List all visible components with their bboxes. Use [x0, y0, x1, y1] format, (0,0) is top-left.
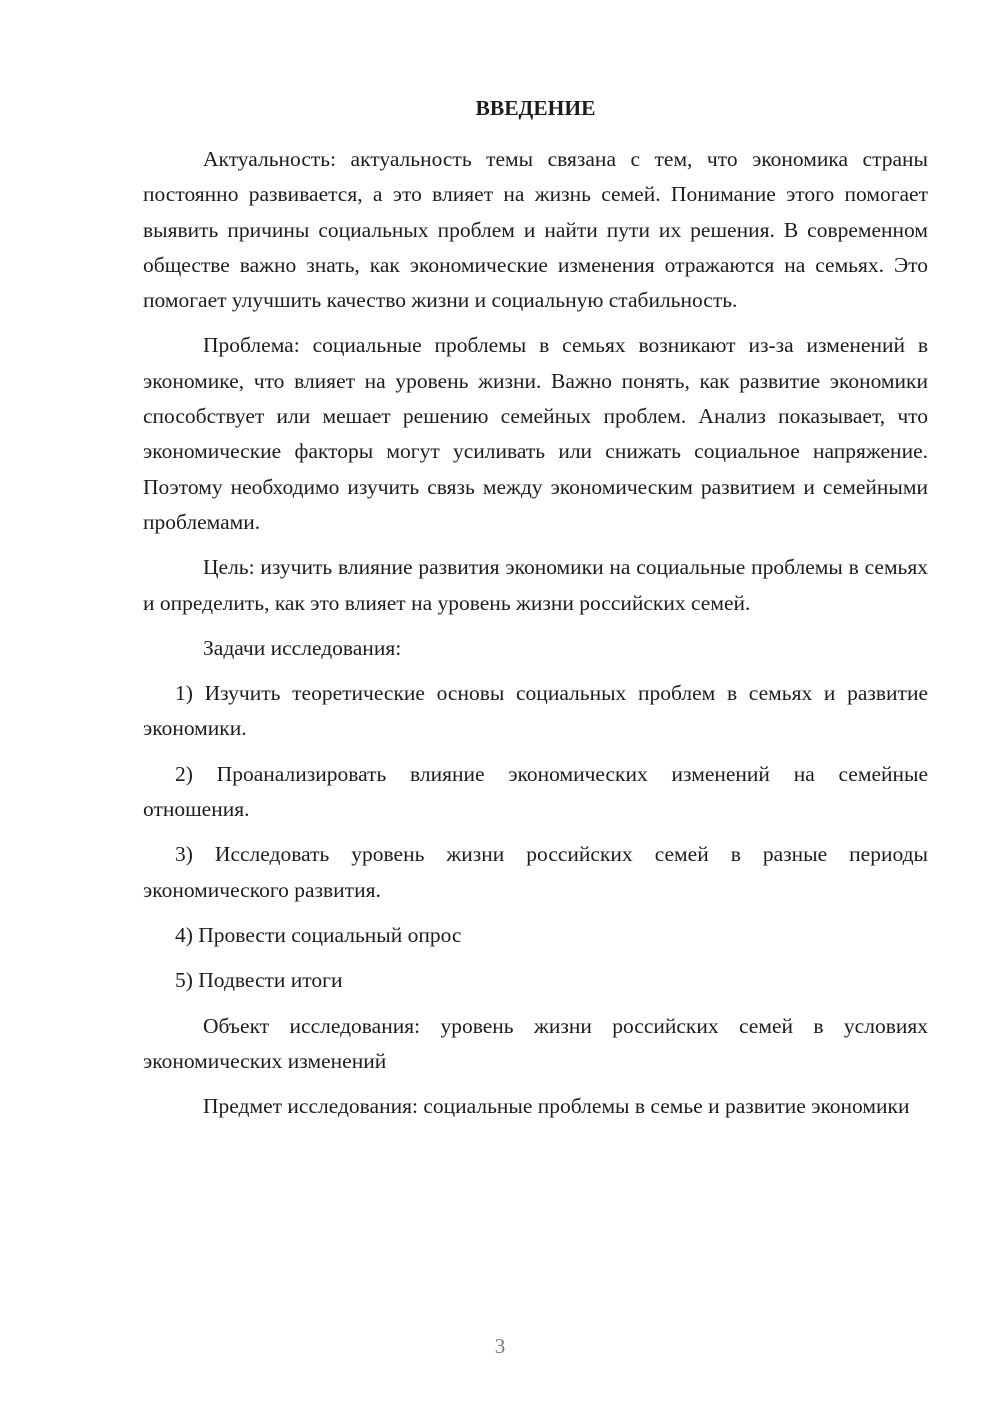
- research-subject-paragraph: Предмет исследования: социальные проблемы в семье и развитие экономики: [203, 1094, 910, 1119]
- page-number: 3: [494, 1334, 506, 1358]
- document-body: [143, 142, 928, 1134]
- task-item-4: 4) Провести социальный опрос: [175, 922, 462, 947]
- page-title: ВВЕДЕНИЕ: [475, 96, 596, 120]
- task-item-1: 1) Изучить теоретические основы социальных проблем в семьях и развитие экономики.: [143, 681, 928, 741]
- goal-paragraph: Цель: изучить влияние развития экономики на социальные проблемы в семьях и определить, как это влияет на уровень жизни российских семей.: [143, 555, 928, 615]
- problem-paragraph: Проблема: социальные проблемы в семьях возникают из-за изменений в экономике, что влияет на уровень жизни. Важно понять, как развитие экономики способствует или мешает решению семейных проблем. Анализ показывает, что экономические факторы могут усиливать или снижать социальное напряжение. Поэтому необходимо изучить связь между экономическим развитием и семейными проблемами.: [143, 333, 928, 534]
- research-object-paragraph: Объект исследования: уровень жизни российских семей в условиях экономических изменений: [143, 1013, 928, 1073]
- task-item-2: 2) Проанализировать влияние экономических изменений на семейные отношения.: [143, 761, 928, 822]
- task-item-5: 5) Подвести итоги: [175, 968, 343, 993]
- tasks-heading: Задачи исследования:: [203, 635, 402, 660]
- task-item-3: 3) Исследовать уровень жизни российских семей в разные периоды экономического развития.: [143, 842, 928, 902]
- relevance-paragraph: Актуальность: актуальность темы связана с тем, что экономика страны постоянно развивается, а это влияет на жизнь семей. Понимание этого помогает выявить причины социальных проблем и найти пути их решения. В современном обществе важно знать, как экономические изменения отражаются на семьях. Это помогает улучшить качество жизни и социальную стабильность.: [143, 147, 928, 313]
